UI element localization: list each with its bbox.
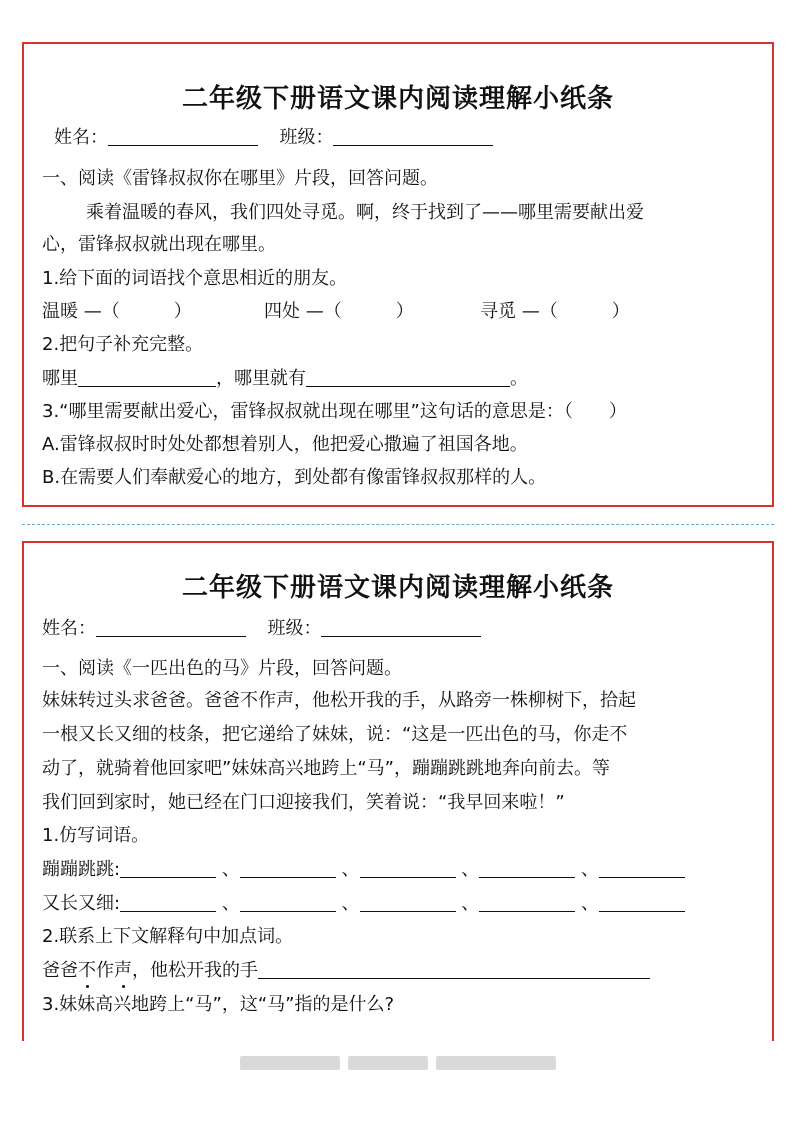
passage-line: 我们回到家时，她已经在门口迎接我们，笑着说：“我早回来啦！” [42,792,565,813]
passage-line: 乘着温暖的春风，我们四处寻觅。啊，终于找到了——哪里需要献出爱 [86,202,644,223]
passage-line: 动了，就骑着他回家吧”妹妹高兴地跨上“马”，蹦蹦跳跳地奔向前去。等 [42,758,610,779]
worksheet-title: 二年级下册语文课内阅读理解小纸条 [181,84,614,114]
q1-row-label: 又长又细: [42,893,121,914]
q1-row-bouncing [42,858,685,882]
dotted-word: 不 [78,960,96,981]
class-label: 班级： [267,618,322,639]
q2-text: ，他松开我的手 [132,960,258,981]
question-2: 2.把句子补充完整。 [42,334,204,355]
q1-word-seek[interactable]: 寻觅 —（ ） [480,301,630,322]
q1-blank[interactable] [479,893,575,912]
section-heading: 一、阅读《一匹出色的马》片段，回答问题。 [42,658,402,679]
dashed-divider [22,524,774,525]
section-heading: 一、阅读《雷锋叔叔你在哪里》片段，回答问题。 [42,168,438,189]
name-field[interactable] [96,618,246,637]
class-label: 班级： [279,127,334,148]
comma: 、 [341,859,360,880]
name-label: 姓名： [42,618,96,639]
name-label: 姓名： [54,127,108,148]
q2-text: 爸爸 [42,960,78,981]
q1-blank[interactable] [599,893,685,912]
comma: 、 [341,893,360,914]
q1-blank[interactable] [360,859,456,878]
class-field[interactable] [321,618,481,637]
class-field[interactable] [333,127,493,146]
option-b: B.在需要人们奉献爱心的地方，到处都有像雷锋叔叔那样的人。 [42,467,547,488]
blurred-footer [240,1056,556,1070]
name-class-row [42,617,481,641]
question-3[interactable]: 3.“哪里需要献出爱心，雷锋叔叔就出现在哪里”这句话的意思是：（ ） [42,401,627,422]
worksheet-card-2 [22,541,774,1041]
comma: 、 [581,859,600,880]
q2-text: 作 [96,960,114,981]
q2-sentence [42,959,650,983]
question-1: 1.仿写词语。 [42,825,150,846]
q1-word-warm[interactable]: 温暖 —（ ） [42,301,192,322]
q2-text: 哪里 [42,368,78,389]
q1-row-long-thin [42,892,685,916]
dotted-word: 声 [114,960,132,981]
q2-blank-1[interactable] [78,368,216,387]
q2-answer-blank[interactable] [258,960,650,979]
comma: 、 [221,893,240,914]
q1-blank[interactable] [479,859,575,878]
worksheet-card-1 [22,42,774,507]
q2-sentence [42,367,528,391]
q1-blank[interactable] [120,859,216,878]
comma: 、 [221,859,240,880]
name-class-row [54,126,493,150]
q2-text: 。 [510,368,528,389]
question-1: 1.给下面的词语找个意思相近的朋友。 [42,268,348,289]
q1-blank[interactable] [120,893,216,912]
passage-line: 妹妹转过头求爸爸。爸爸不作声，他松开我的手，从路旁一株柳树下，拾起 [42,690,636,711]
q1-row-label: 蹦蹦跳跳: [42,859,121,880]
q2-blank-2[interactable] [306,368,510,387]
worksheet-title: 二年级下册语文课内阅读理解小纸条 [181,573,614,603]
comma: 、 [581,893,600,914]
q1-blank[interactable] [360,893,456,912]
question-2: 2.联系上下文解释句中加点词。 [42,926,294,947]
comma: 、 [461,859,480,880]
q1-blank[interactable] [599,859,685,878]
question-3: 3.妹妹高兴地跨上“马”，这“马”指的是什么? [42,994,395,1015]
name-field[interactable] [108,127,258,146]
comma: 、 [461,893,480,914]
option-a: A.雷锋叔叔时时处处都想着别人，他把爱心撒遍了祖国各地。 [42,434,528,455]
q1-blank[interactable] [240,893,336,912]
q1-word-everywhere[interactable]: 四处 —（ ） [264,301,414,322]
q2-text: ，哪里就有 [216,368,306,389]
passage-line: 一根又长又细的枝条，把它递给了妹妹，说：“这是一匹出色的马，你走不 [42,724,628,745]
q1-blank[interactable] [240,859,336,878]
passage-line: 心，雷锋叔叔就出现在哪里。 [42,234,276,255]
